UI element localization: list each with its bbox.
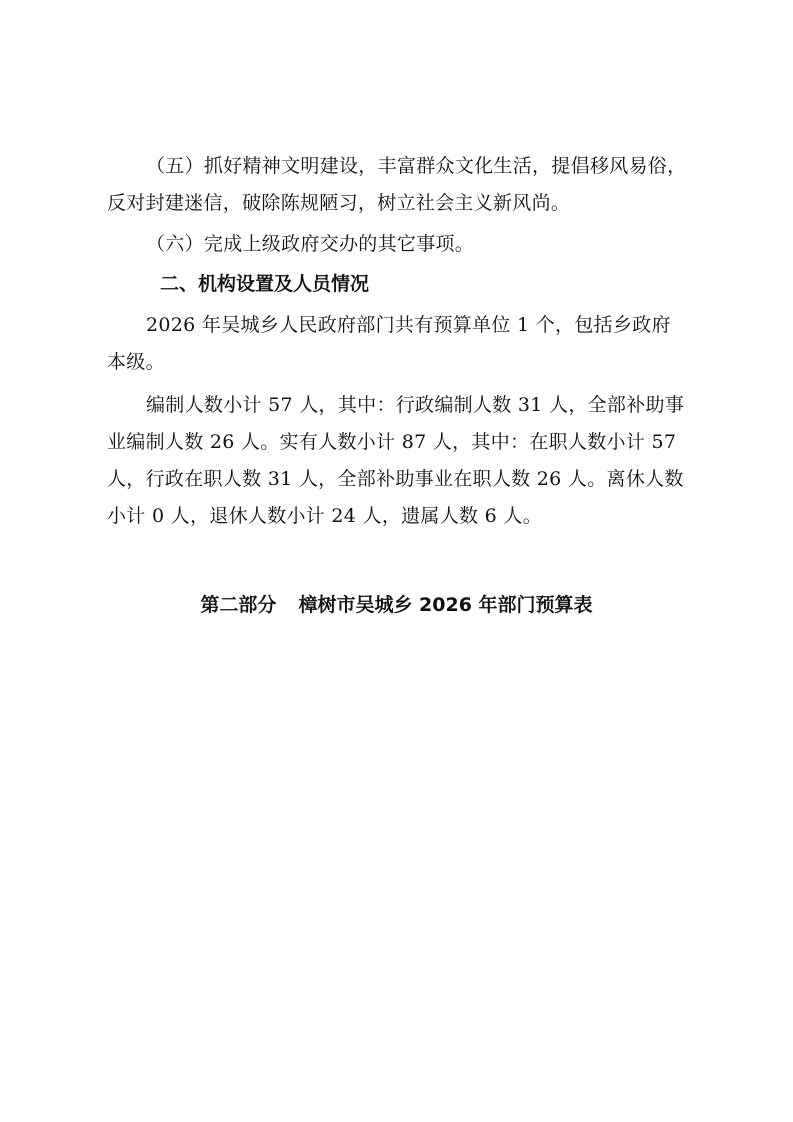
paragraph-item-5: （五）抓好精神文明建设，丰富群众文化生活，提倡移风易俗，反对封建迷信，破除陈规陋习，树立社会主义新风尚。 [107,155,687,214]
part-two-budget-title: 樟树市吴城乡 2026 年部门预算表 [298,594,593,616]
part-two-title [0,590,793,620]
paragraph-item-6: （六）完成上级政府交办的其它事项。 [146,233,475,255]
paragraph-budget-units: 2026 年吴城乡人民政府部门共有预算单位 1 个，包括乡政府本级。 [107,314,671,373]
section-heading-organization: 二、机构设置及人员情况 [160,273,370,295]
part-two-label: 第二部分 [200,594,277,616]
paragraph-staffing: 编制人数小计 57 人，其中：行政编制人数 31 人，全部补助事业编制人数 26 人。实有人数小计 87 人，其中：在职人数小计 57 人，行政在职人数 31 人，全部补助事业在职人数 26 人。离休人数小计 0 人，退休人数小计 24 人，遗属人数 6 人。 [107,394,685,527]
